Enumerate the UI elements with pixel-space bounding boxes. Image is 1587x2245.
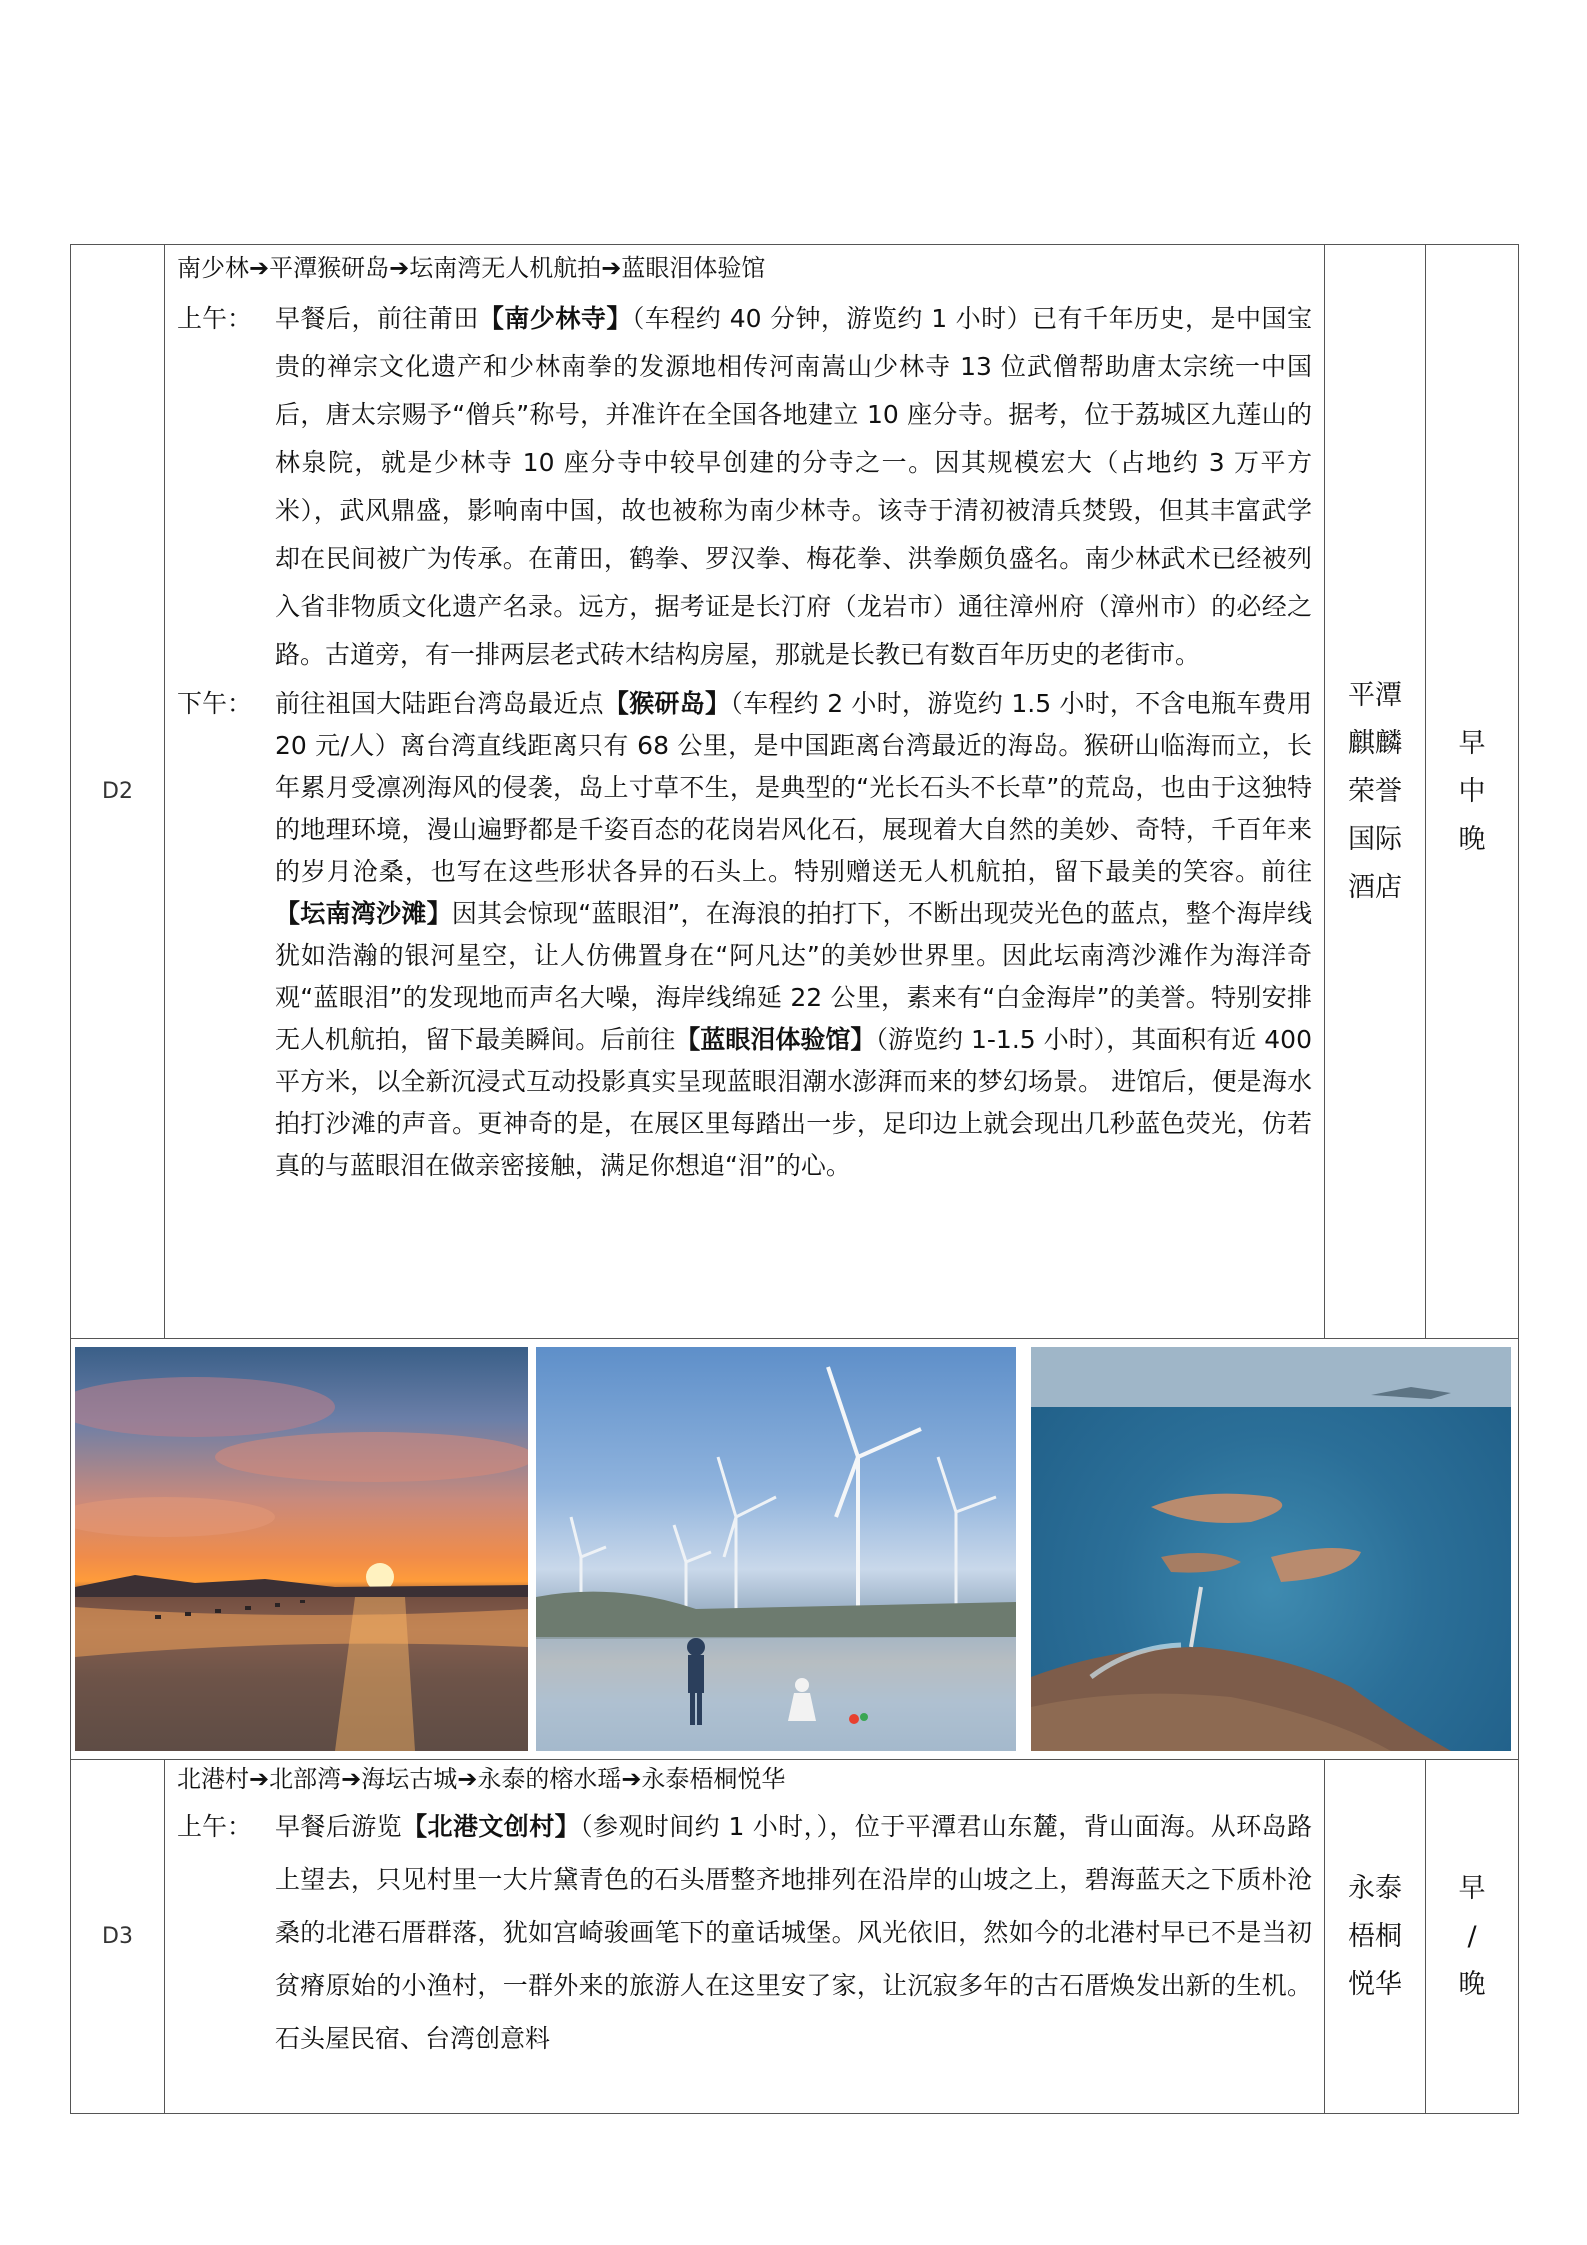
morning-label: 上午：	[177, 1812, 253, 1841]
meals-cell: 早 / 晚	[1426, 1760, 1519, 2114]
morning-section: 上午： 早餐后，前往莆田【南少林寺】（车程约 40 分钟，游览约 1 小时）已有千年历史，是中国宝贵的禅宗文化遗产和少林南拳的发源地相传河南嵩山少林寺 13 位武僧帮助唐太宗统一中国后，唐太宗赐予“僧兵”称号，并准许在全国各地建立 10 座分寺。据考，位于荔城区九莲山的林泉院，就是少林寺 10 座分寺中较早创建的分寺之一。因其规模宏大（占地约 3 万平方米），武风鼎盛，影响南中国，故也被称为南少林寺。该寺于清初被清兵焚毁，但其丰富武学却在民间被广为传承。在莆田，鹤拳、罗汉拳、梅花拳、洪拳颇负盛名。南少林武术已经被列入省非物质文化遗产名录。远方，据考证是长汀府（龙岩市）通往漳州府（漳州市）的必经之路。古道旁，有一排两层老式砖木结构房屋，那就是长教已有数百年历史的老街市。	[275, 295, 1312, 679]
attraction-name: 【坛南湾沙滩】	[275, 899, 452, 928]
hotel-cell: 平潭 麒麟 荣誉 国际 酒店	[1325, 245, 1426, 1339]
day-content	[165, 245, 1325, 1339]
island-aerial-photo	[1031, 1347, 1511, 1751]
day-label: D3	[71, 1760, 165, 2114]
photo-strip	[71, 1339, 1519, 1760]
afternoon-section: 下午： 前往祖国大陆距台湾岛最近点【猴研岛】（车程约 2 小时，游览约 1.5 小时，不含电瓶车费用 20 元/人）离台湾直线距离只有 68 公里，是中国距离台湾最近的海岛。猴研山临海而立，长年累月受凛冽海风的侵袭，岛上寸草不生，是典型的“光长石头不长草”的荒岛，也由于这独特的地理环境，漫山遍野都是千姿百态的花岗岩风化石，展现着大自然的美妙、奇特，千百年来的岁月沧桑，也写在这些形状各异的石头上。特别赠送无人机航拍，留下最美的笑容。前往【坛南湾沙滩】因其会惊现“蓝眼泪”，在海浪的拍打下，不断出现荧光色的蓝点，整个海岸线犹如浩瀚的银河星空，让人仿佛置身在“阿凡达”的美妙世界里。因此坛南湾沙滩作为海洋奇观“蓝眼泪”的发现地而声名大噪，海岸线绵延 22 公里，素来有“白金海岸”的美誉。特别安排无人机航拍，留下最美瞬间。后前往【蓝眼泪体验馆】（游览约 1-1.5 小时），其面积有近 400 平方米，以全新沉浸式互动投影真实呈现蓝眼泪潮水澎湃而来的梦幻场景。 进馆后，便是海水拍打沙滩的声音。更神奇的是，在展区里每踏出一步，足印边上就会现出几秒蓝色荧光，仿若真的与蓝眼泪在做亲密接触，满足你想追“泪”的心。	[275, 683, 1312, 1187]
attraction-name: 【猴研岛】	[603, 689, 731, 718]
attraction-name: 【南少林寺】	[478, 304, 632, 333]
morning-section: 上午： 早餐后游览【北港文创村】（参观时间约 1 小时，），位于平潭君山东麓，背山面海。从环岛路上望去，只见村里一大片黛青色的石头厝整齐地排列在沿岸的山坡之上，碧海蓝天之下质朴沧桑的北港石厝群落，犹如宫崎骏画笔下的童话城堡。风光依旧，然如今的北港村早已不是当初贫瘠原始的小渔村，一群外来的旅游人在这里安了家，让沉寂多年的古石厝焕发出新的生机。石头屋民宿、台湾创意料	[275, 1800, 1312, 2065]
hotel-cell: 永泰 梧桐 悦华	[1325, 1760, 1426, 2114]
itinerary-table	[70, 244, 1519, 2114]
wind-turbines-beach-photo	[536, 1347, 1016, 1751]
afternoon-label: 下午：	[177, 689, 253, 718]
photo-row	[71, 1339, 1519, 1760]
morning-label: 上午：	[177, 304, 253, 333]
attraction-name: 【北港文创村】	[402, 1812, 581, 1841]
route-title: 北港村➔北部湾➔海坛古城➔永泰的榕水瑶➔永泰梧桐悦华	[177, 1765, 786, 1793]
day-row-d3	[71, 1760, 1519, 2114]
attraction-name: 【蓝眼泪体验馆】	[675, 1025, 876, 1054]
day-content	[165, 1760, 1325, 2114]
day-row-d2	[71, 245, 1519, 1339]
sunset-beach-photo	[75, 1347, 528, 1751]
day-label: D2	[71, 245, 165, 1339]
meals-cell: 早 中 晚	[1426, 245, 1519, 1339]
route-title: 南少林➔平潭猴研岛➔坛南湾无人机航拍➔蓝眼泪体验馆	[177, 254, 766, 282]
